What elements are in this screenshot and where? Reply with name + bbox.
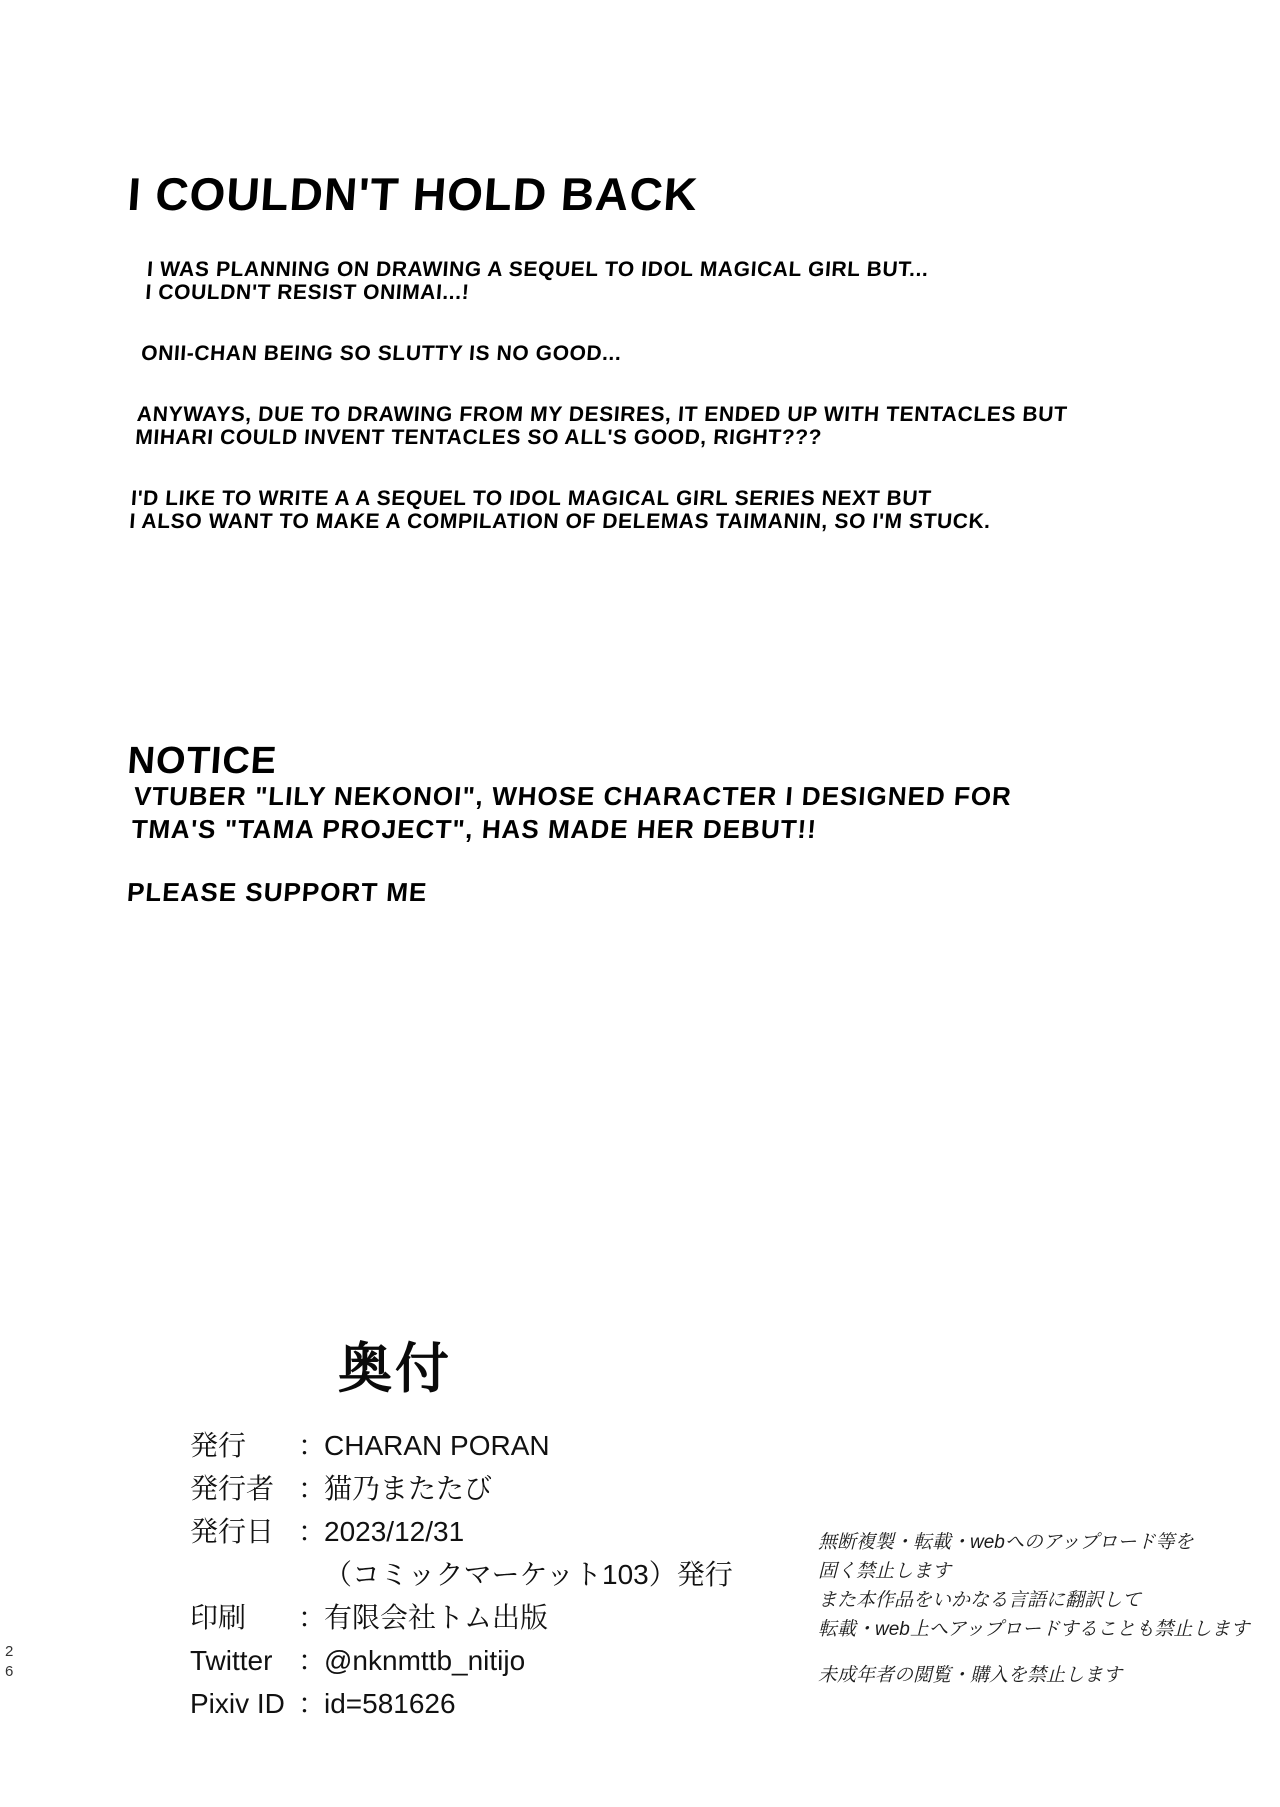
text-line: I ALSO WANT TO MAKE A COMPILATION OF DELEMAS TAIMANIN, SO I'M STUCK. (128, 510, 992, 533)
text-line: 未成年者の閲覧・購入を禁止します (818, 1665, 1123, 1686)
text-line: ONII-CHAN BEING SO SLUTTY IS NO GOOD... (140, 342, 623, 365)
row-label: 印刷 (190, 1602, 247, 1633)
colophon-row-twitter (190, 1639, 733, 1682)
text-line: 無断複製・転載・webへのアップロード等を (818, 1532, 1194, 1553)
row-separator: ： (298, 1688, 327, 1719)
colophon-row-date (190, 1510, 733, 1553)
page-number-digit: 6 (5, 1663, 14, 1680)
afterword-paragraph (145, 258, 1079, 304)
page-number (5, 1642, 13, 1682)
colophon-row-pixiv (190, 1682, 733, 1725)
row-value: （コミックマーケット103）発行 (324, 1559, 733, 1590)
row-value: 猫乃またたび (324, 1473, 493, 1504)
row-separator: ： (298, 1430, 327, 1461)
text-line: I COULDN'T RESIST ONIMAI...! (144, 281, 471, 304)
text-line: VTUBER "LILY NEKONOI", WHOSE CHARACTER I DESIGNED FOR (132, 781, 1013, 811)
row-value: 有限会社トム出版 (324, 1602, 549, 1633)
row-separator: ： (298, 1473, 327, 1504)
afterword-paragraphs (126, 258, 1078, 571)
support-line (126, 876, 1006, 909)
colophon-row-publisher (190, 1424, 733, 1467)
row-separator: ： (298, 1516, 327, 1547)
notice-body (126, 780, 1013, 909)
row-label: Twitter (190, 1645, 273, 1676)
text-line: 転載・web上へアップロードすることも禁止します (818, 1619, 1250, 1640)
row-label: 発行日 (190, 1516, 275, 1547)
row-label: 発行者 (190, 1473, 275, 1504)
disclaimer-paragraph (818, 1528, 1249, 1644)
page-number-digit: 2 (5, 1643, 14, 1660)
row-label: 発行 (190, 1430, 247, 1461)
text-line: MIHARI COULD INVENT TENTACLES SO ALL'S GOOD, RIGHT??? (134, 426, 823, 449)
afterword-title: I COULDN'T HOLD BACK (126, 167, 700, 220)
colophon-row-printer (190, 1596, 733, 1639)
row-value: @nknmttb_nitijo (324, 1645, 526, 1676)
afterword-paragraph (135, 403, 1069, 449)
text-line: I WAS PLANNING ON DRAWING A SEQUEL TO IDOL MAGICAL GIRL BUT... (146, 258, 930, 281)
row-value: 2023/12/31 (324, 1516, 465, 1547)
afterword-paragraph (140, 342, 1072, 365)
afterword-paragraph (129, 487, 1063, 533)
colophon-rows (190, 1424, 733, 1725)
text-line: I'D LIKE TO WRITE A A SEQUEL TO IDOL MAGICAL GIRL SERIES NEXT BUT (130, 487, 933, 510)
colophon-heading: 奥付 (338, 1339, 452, 1399)
colophon-row-author (190, 1467, 733, 1510)
text-line: また本作品をいかなる言語に翻訳して (818, 1590, 1142, 1611)
notice-paragraph (130, 780, 1013, 846)
notice-heading: NOTICE (126, 739, 279, 782)
minors-prohibited-line (818, 1661, 1249, 1690)
text-line: TMA'S "TAMA PROJECT", HAS MADE HER DEBUT!! (130, 814, 818, 844)
text-line: ANYWAYS, DUE TO DRAWING FROM MY DESIRES, IT ENDED UP WITH TENTACLES BUT (136, 403, 1069, 426)
row-value: id=581626 (324, 1688, 456, 1719)
text-line: PLEASE SUPPORT ME (126, 877, 429, 907)
row-separator: ： (298, 1645, 327, 1676)
rights-disclaimer (818, 1528, 1249, 1690)
row-value: CHARAN PORAN (324, 1430, 550, 1461)
text-line: 固く禁止します (818, 1561, 952, 1582)
colophon-row-event (190, 1553, 733, 1596)
row-label: Pixiv ID (190, 1688, 285, 1719)
row-separator: ： (298, 1602, 327, 1633)
